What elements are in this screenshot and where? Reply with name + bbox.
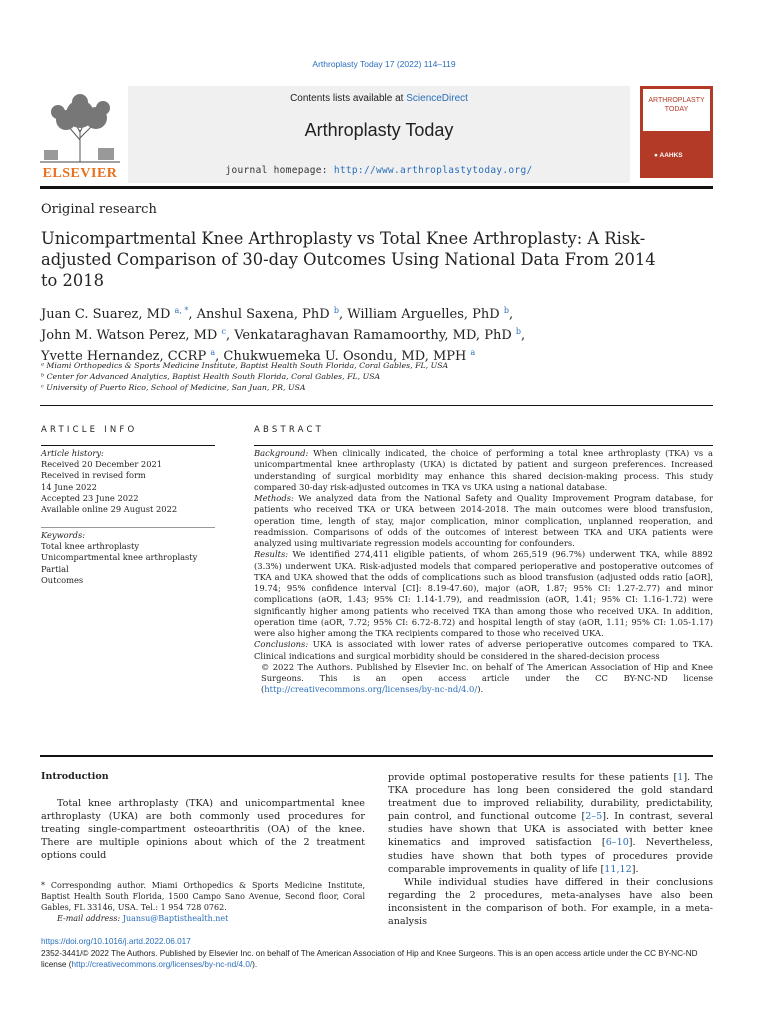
author-6-affil[interactable]: a [210,348,216,357]
author-3-affil[interactable]: b [503,306,509,315]
author-sep: , [508,307,514,322]
journal-cover-image[interactable] [640,86,713,178]
affiliation-b: ᵇ Center for Advanced Analytics, Baptist Health South Florida, Coral Gables, FL, USA [41,372,381,381]
reference-link[interactable]: 2–5 [585,811,603,823]
copyright-text: © 2022 The Authors. Published by Elsevier Inc. on behalf of The American Association of Hip and Knee Surgeons. This is an open access article under the CC BY-NC-ND license ( [261,661,713,695]
keywords-rule [41,527,215,528]
homepage-link[interactable]: http://www.arthroplastytoday.org/ [333,165,533,176]
author-3[interactable]: William Arguelles, PhD [347,307,504,322]
abstract-methods [254,493,713,549]
methods-label: Methods: [254,493,294,503]
license-link[interactable]: http://creativecommons.org/licenses/by-nc-nd/4.0/ [264,684,478,695]
license-text: 2352-3441/© 2022 The Authors. Published by Elsevier Inc. on behalf of The American Association of Hip and Knee Surgeons. This is an open access article under the CC BY-NC-ND license ( [41,949,698,969]
text-run: ]. In contrast, several studies have shown that UKA is associated with better knee kinematics and improved satisfaction [ [388,811,713,849]
keyword: Total knee arthroplasty [41,541,140,552]
history-received: Received 20 December 2021 [41,459,163,470]
keywords-label: Keywords: [41,530,86,540]
results-text: We identified 274,411 eligible patients, of whom 265,519 (96.7%) underwent TKA, while 8892 (3.3%) underwent UKA. Risk-adjusted models that compared perioperative and postoperative outcomes of TKA and UKA showed that the odds of complications such as blood transfusion (adjusted odds ratio [aOR], 19.74; 95% confidence interval [CI]: 8.19-47.60), major (aOR, 1.87; 95% CI: 1.27-2.77) and minor complications (aOR, 1.43; 95% CI: 1.14-1.79), and readmission (aOR, 1.41; 95% CI: 1.16-1.72) were significantly higher among patients who received TKA than among those who received UKA. In addition, operation time (aOR, 7.72; 95% CI: 6.72-8.72) and hospital length of stay (aOR, 1.11; 95% CI: 1.05-1.17) were also higher among the TKA recipients compared to those who received UKA. [254,549,713,638]
aahks-logo-text: AAHKS [659,152,683,159]
cover-title-line2: TODAY [664,106,689,113]
contents-availability [128,93,630,104]
author-1-affil[interactable]: a, * [174,306,189,315]
keyword: Unicompartmental knee arthroplasty [41,552,198,563]
history-accepted: Accepted 23 June 2022 [41,492,139,503]
cover-title [643,89,710,131]
abstract-copyright [254,662,713,696]
corresponding-author-footnote [41,880,365,924]
aahks-logo: ● AAHKS [654,152,683,159]
history-online: Available online 29 August 2022 [41,504,178,515]
author-7-affil[interactable]: a [470,348,476,357]
email-link[interactable]: Juansu@Baptisthealth.net [122,914,229,923]
article-info-heading: ARTICLE INFO [41,425,138,435]
author-5-affil[interactable]: b [515,327,521,336]
abstract-rule [254,445,713,446]
author-7[interactable]: Chukwuemeka U. Osondu, MD, MPH [223,349,471,364]
text-run: ]. The TKA procedure has long been considered the gold standard treatment due to improved reliability, durability, predictability, pain control, and functional outcome [ [388,772,713,823]
license-end: ). [252,960,258,969]
abstract-end-divider [40,755,713,757]
background-text: When clinically indicated, the choice of performing a total knee arthroplasty (TKA) vs a unicompartmental knee arthroplasty (UKA) is dictated by patient and surgeon preferences. Increased understanding of surgical morbidity may enhance this shared decision-making process. This study compared 30-day risk-adjusted outcomes in TKA vs UKA using a national database. [254,448,713,492]
journal-name: Arthroplasty Today [304,120,454,140]
license-footer [41,948,713,970]
right-paragraph-2: While individual studies have differed in their conclusions regarding the 2 procedures, meta-analyses have also been inconsistent in the comparison of both. For example, in a meta-analysis [388,876,713,928]
journal-citation[interactable]: Arthroplasty Today 17 (2022) 114–119 [312,59,456,69]
author-5[interactable]: Venkataraghavan Ramamoorthy, MD, PhD [234,328,516,343]
methods-text: We analyzed data from the National Safety and Quality Improvement Program database, for patients who received TKA or UKA between 2014-2018. The main outcomes were blood transfusion, operation time, length of stay, major complication, minor complication, unplanned reoperation, and readmission. Comparisons of odds of the outcomes of interest between TKA and UKA patients were analyzed using multivariate regression models accounting for confounders. [254,493,713,548]
author-1[interactable]: Juan C. Suarez, MD [41,307,175,322]
keywords [41,530,221,586]
introduction-right-column [388,771,713,928]
copyright-end: ). [477,684,484,695]
abstract-heading: ABSTRACT [254,425,325,435]
author-sep: , [338,307,348,322]
author-list [41,302,721,365]
author-sep: , [215,349,224,364]
article-history [41,448,221,515]
homepage-label: journal homepage: [225,165,334,176]
keyword: Outcomes [41,574,84,585]
cover-title-line1: ARTHROPLASTY [648,97,705,104]
author-4-affil[interactable]: c [221,327,226,336]
abstract-background [254,448,713,493]
abstract-conclusions [254,639,713,662]
introduction-heading: Introduction [41,771,109,782]
conclusions-label: Conclusions: [254,639,309,650]
text-run: provide optimal postoperative results for these patients [ [388,772,678,783]
affiliation-a: ᵃ Miami Orthopedics & Sports Medicine Institute, Baptist Health South Florida, Coral Gables, FL, USA [41,361,449,370]
email-label: E-mail address: [57,914,123,923]
text-run: ]. [631,863,639,875]
author-2[interactable]: Anshul Saxena, PhD [196,307,334,322]
doi-link[interactable]: https://doi.org/10.1016/j.artd.2022.06.017 [41,937,191,946]
journal-homepage [128,165,630,176]
results-label: Results: [254,549,289,560]
text-run: ]. Nevertheless, studies have shown that both types of procedures provide comparable improvements in quality of life [ [388,837,713,875]
section-divider [40,405,713,406]
author-2-affil[interactable]: b [333,306,339,315]
reference-link[interactable]: 6–10 [605,837,629,849]
article-title: Unicompartmental Knee Arthroplasty vs Total Knee Arthroplasty: A Risk-adjusted Comparison of 30-day Outcomes Using National Data From 2014 to 2018 [41,229,656,290]
author-4[interactable]: John M. Watson Perez, MD [41,328,222,343]
corresponding-text: * Corresponding author. Miami Orthopedics & Sports Medicine Institute, Baptist Health South Florida, 1500 Campo Sano Avenue, Second floor, Coral Gables, FL 33146, USA. Tel.: 1 954 728 0762. [41,881,365,912]
right-paragraph-1 [388,771,713,876]
sciencedirect-link[interactable]: ScienceDirect [406,93,468,104]
elsevier-wordmark: ELSEVIER [42,166,118,181]
conclusions-text: UKA is associated with lower rates of adverse perioperative outcomes compared to TKA. Clinical indications and surgical morbidity should be considered in the shared-decision process [254,639,713,661]
affiliation-c: ᶜ University of Puerto Rico, School of Medicine, San Juan, PR, USA [41,383,306,392]
history-revised: Received in revised form [41,470,146,481]
header-divider [40,186,713,189]
reference-link[interactable]: 11,12 [604,863,632,875]
reference-link[interactable]: 1 [677,772,684,783]
history-revised-date: 14 June 2022 [41,481,97,492]
introduction-left-column: Total knee arthroplasty (TKA) and unicompartmental knee arthroplasty (UKA) are both commonly used procedures for treating single-compartment osteoarthritis (OA) of the knee. There are multiple opinions about which of the 2 treatment options could [41,798,365,862]
article-info-rule [41,445,215,446]
author-sep: , [521,328,526,343]
background-label: Background: [254,448,309,458]
history-label: Article history: [41,448,104,458]
abstract-body [254,448,713,696]
footer-license-link[interactable]: http://creativecommons.org/licenses/by-nc-nd/4.0/ [71,960,253,969]
affiliations [41,360,721,393]
keyword: Partial [41,563,69,574]
author-sep: , [188,307,197,322]
article-type: Original research [41,202,157,217]
author-sep: , [225,328,235,343]
contents-prefix: Contents lists available at [290,93,407,104]
abstract-results [254,549,713,639]
author-6[interactable]: Yvette Hernandez, CCRP [41,349,211,364]
